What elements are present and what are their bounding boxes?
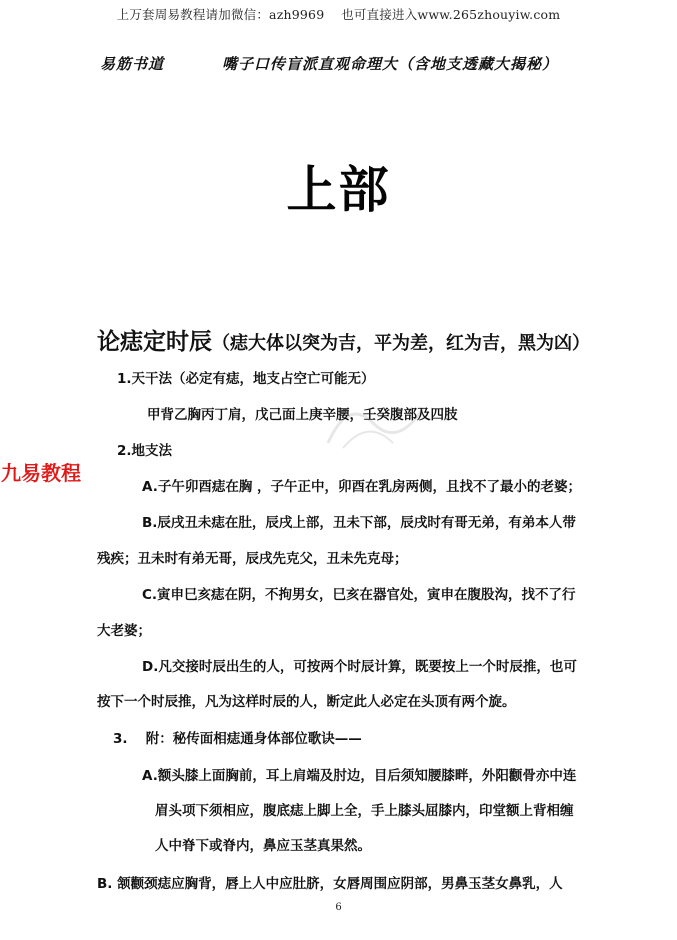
- body-line-15: B. 颔颧颈痣应胸背，唇上人中应肚脐，女唇周围应阴部，男鼻玉茎女鼻乳，人: [97, 876, 563, 892]
- handwritten-header-right: 嘴子口传盲派直观命理大（含地支透藏大揭秘）: [222, 55, 559, 73]
- section-heading: [97, 323, 590, 356]
- page-number: 6: [335, 902, 342, 913]
- body-line-4: A.子午卯酉痣在胸 ，子午正中，卯酉在乳房两侧，且找不了最小的老婆；: [142, 479, 582, 495]
- faint-watermark-stamp: [318, 388, 438, 458]
- body-line-2: 甲背乙胸丙丁肩，戊己面上庚辛腰，壬癸腹部及四肢: [147, 407, 458, 423]
- body-line-5: B.辰戌丑未痣在肚，辰戌上部，丑未下部，辰戌时有哥无弟，有弟本人带: [142, 515, 576, 531]
- body-line-13: 眉头项下须相应，腹底痣上脚上全，手上膝头屈膝内，印堂额上背相缠: [155, 803, 574, 819]
- body-line-7: C.寅申巳亥痣在阴，不拘男女，巳亥在器官处，寅申在腹股沟，找不了行: [142, 587, 576, 603]
- top-banner: 上万套周易教程请加微信：azh9969 也可直接进入www.265zhouyiw.com: [116, 7, 561, 22]
- body-line-8: 大老婆；: [97, 623, 151, 639]
- body-line-12: A.额头膝上面胸前，耳上肩端及肘边，目后须知腰膝畔，外阳颧骨亦中连: [142, 768, 577, 784]
- watermark-red-text: 九易教程: [1, 461, 81, 485]
- part-title: 上部: [286, 161, 391, 219]
- body-line-10: 按下一个时辰推，凡为这样时辰的人，断定此人必定在头顶有两个旋。: [97, 694, 516, 710]
- body-line-6: 残疾；丑未时有弟无哥，辰戌先克父，丑未先克母；: [97, 551, 408, 567]
- body-line-9: D.凡交接时辰出生的人，可按两个时辰计算，既要按上一个时辰推，也可: [142, 659, 577, 675]
- section-heading-main: 论痣定时辰: [97, 329, 212, 355]
- body-line-1: 1.天干法（必定有痣，地支占空亡可能无）: [117, 371, 375, 387]
- handwritten-header-left: 易筋书道: [100, 55, 165, 73]
- body-line-14: 人中脊下或脊内，鼻应玉茎真果然。: [155, 838, 371, 854]
- section-heading-sub: （痣大体以突为吉，平为差，红为吉，黑为凶）: [212, 333, 590, 354]
- body-line-3: 2.地支法: [117, 443, 173, 459]
- body-line-11: 3. 附：秘传面相痣通身体部位歌诀——: [113, 731, 362, 747]
